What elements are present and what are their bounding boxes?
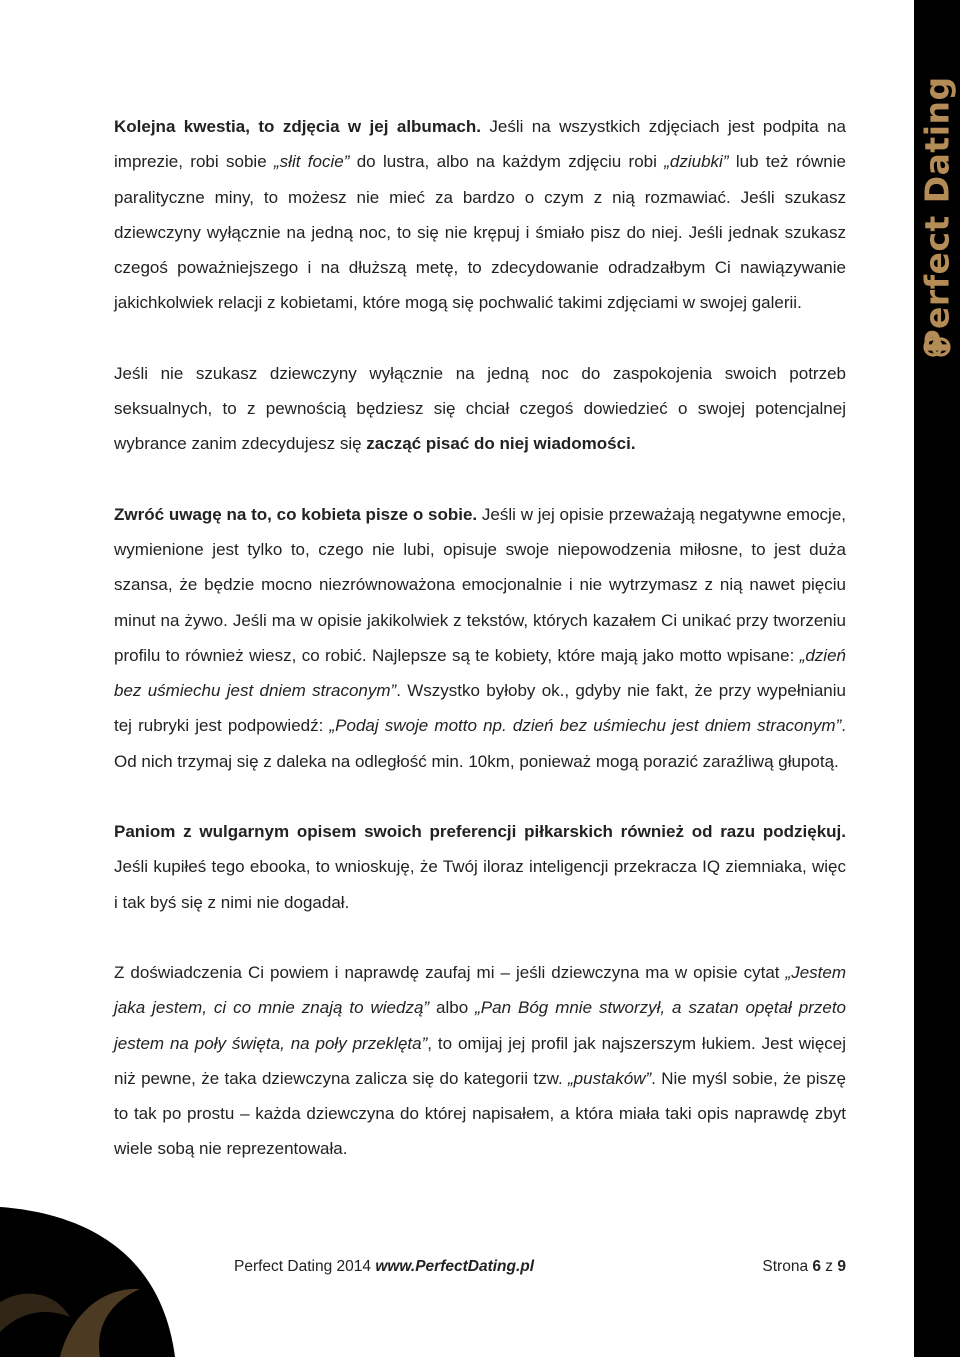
text-segment: „Pan Bóg mnie stworzył, a szatan opętał przeto jestem na poły święta, na poły przeklęta” [114, 998, 846, 1053]
text-segment: Jeśli w jej opisie przeważają negatywne emocje, wymienione jest tylko to, czego nie lubi, opisuje swoje niepowodzenia miłosne, to jest duża szansa, że będzie mocno niezrównoważona emocjonalnie i nie wytrzymasz z nią nawet pięciu minut na żywo. Jeśli ma w opisie jakikolwiek z tekstów, których kazałem Ci unikać przy tworzeniu profilu to również wiesz, co robić. Najlepsze są te kobiety, które mają jako motto wpisane: [114, 504, 846, 665]
corner-decoration [0, 1207, 180, 1357]
text-segment: Paniom z wulgarnym opisem swoich preferencji piłkarskich również od razu podziękuj. [114, 822, 846, 842]
footer-credit [234, 1255, 534, 1279]
paragraph-photos [114, 109, 846, 321]
text-segment: Jeśli kupiłeś tego ebooka, to wnioskuję, że Twój iloraz inteligencji przekracza IQ ziemniaka, więc i tak byś się z nimi nie dogadał. [114, 857, 846, 912]
pd-logo-icon [922, 332, 952, 362]
page-prefix: Strona [762, 1258, 813, 1275]
footer-url: www.PerfectDating.pl [375, 1258, 535, 1275]
text-segment: , to omijaj jej profil jak najszerszym łukiem. Jest więcej niż pewne, że taka dziewczyna zalicza się do kategorii tzw. [114, 1033, 847, 1088]
text-segment: Jeśli na wszystkich zdjęciach jest podpita na imprezie, robi sobie [114, 117, 846, 172]
text-segment: Jeśli nie szukasz dziewczyny wyłącznie na jedną noc do zaspokojenia swoich potrzeb seksualnych, to z pewnością będziesz się chciał czegoś dowiedzieć o swojej potencjalnej wybrance zanim zdecydujesz się [114, 363, 846, 454]
paragraph-intentions [114, 356, 846, 462]
paragraph-self-description [114, 497, 846, 779]
text-segment: „dzień bez uśmiechu jest dniem straconym” [114, 645, 846, 701]
paragraph-football [114, 814, 846, 920]
text-segment: Zwróć uwagę na to, co kobieta pisze o sobie. [114, 504, 478, 524]
brand-name: Perfect Dating [917, 76, 957, 354]
text-segment: „pustaków” [568, 1068, 652, 1088]
text-segment: lub też równie paralityczne miny, to możesz nie mieć za bardzo o czym z nią rozmawiać. Jeśli szukasz dziewczyny wyłącznie na jedną noc, to się nie krępuj i śmiało pisz do niej. Jeśli jednak szukasz czegoś poważniejszego i na dłuższą metę, to zdecydowanie odradzałbym Ci nawiązywanie jakichkolwiek relacji z kobietami, które mogą się pochwalić takimi zdjęciami w swojej galerii. [114, 152, 846, 313]
text-segment: „Jestem jaka jestem, ci co mnie znają to wiedzą” [114, 962, 846, 1018]
text-segment: albo [429, 998, 476, 1018]
text-segment: Kolejna kwestia, to zdjęcia w jej albumach. [114, 117, 481, 136]
text-segment: . Nie myśl sobie, że piszę to tak po prostu – każda dziewczyna do której napisałem, a która miała taki opis naprawdę zbyt wiele sobą nie reprezentowała. [114, 1068, 846, 1159]
brand-vertical [914, 60, 960, 370]
text-segment: zacząć pisać do niej wiadomości. [366, 434, 636, 454]
footer-prefix: Perfect Dating 2014 [234, 1258, 376, 1275]
page-number [762, 1255, 846, 1279]
document-body [114, 109, 846, 1167]
brand-sidebar [914, 0, 960, 1357]
page-current: 6 [812, 1258, 821, 1275]
text-segment: . Od nich trzymaj się z daleka na odległość min. 10km, ponieważ mogą porazić zaraźliwą głupotą. [114, 716, 846, 771]
paragraph-quotes [114, 955, 846, 1167]
text-segment: „dziubki” [664, 152, 729, 172]
text-segment: Z doświadczenia Ci powiem i naprawdę zaufaj mi – jeśli dziewczyna ma w opisie cytat [114, 962, 786, 982]
text-segment: „słit focie” [274, 152, 350, 172]
page-footer [234, 1255, 846, 1279]
text-segment: „Podaj swoje motto np. dzień bez uśmiechu jest dniem straconym” [329, 716, 842, 736]
page-sep: z [821, 1258, 838, 1275]
text-segment: . Wszystko byłoby ok., gdyby nie fakt, że przy wypełnianiu tej rubryki jest podpowiedź: [114, 681, 846, 736]
text-segment: do lustra, albo na każdym zdjęciu robi [349, 152, 665, 172]
page-total: 9 [837, 1258, 846, 1275]
